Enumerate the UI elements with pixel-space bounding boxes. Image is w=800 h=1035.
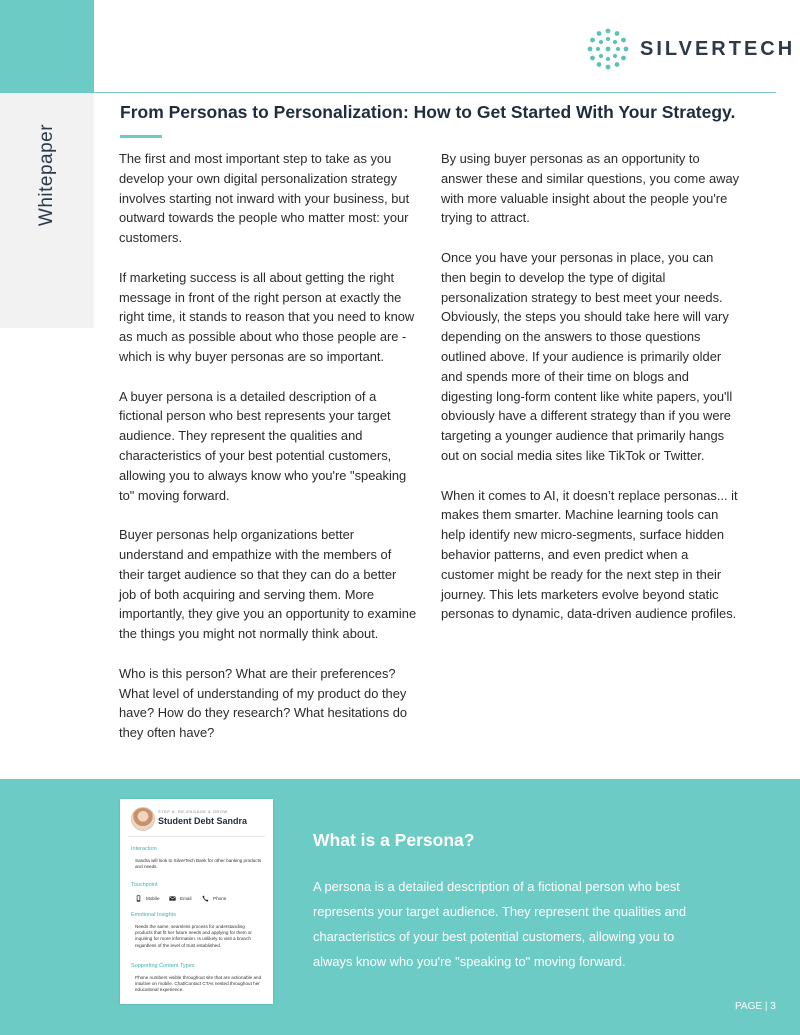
persona-name: Student Debt Sandra [158,816,248,826]
paragraph: Who is this person? What are their preferences? What level of understanding of my product do they have? How do they research? What hesitations do they often have? [119,665,408,741]
dot-circle-logo-icon [586,27,630,71]
interaction-title: Interaction [131,846,157,852]
paragraph: By using buyer personas as an opportunity to answer these and similar questions, you come away with more valuable insight about the people you're trying to attract. [441,151,740,226]
touchpoint-email [169,895,192,902]
touchpoint-label: Phone [213,896,227,901]
emotional-title: Emotional Insights [131,912,176,918]
phone-icon [202,895,209,902]
right-column [441,149,741,644]
paragraph: When it comes to AI, it doesn’t replace personas... it makes them smarter. Machine learning tools can help identify new micro-segments, surface hidden behavior patterns, and even predict when a customer might be ready for the next step in their journey. This lets marketers evolve beyond static personas to dynamic, data-driven audience profiles. [441,487,738,622]
left-column [119,149,417,763]
touchpoint-label: Mobile [146,896,160,901]
avatar [131,807,155,831]
touchpoint-phone [202,895,226,902]
title-underline [120,135,162,138]
email-icon [169,895,176,902]
page-title: From Personas to Personalization: How to Get Started With Your Strategy. [120,102,736,122]
persona-section-title: What is a Persona? [313,830,475,850]
header-divider [94,92,776,93]
interaction-text: Sandra will look to SilverTech Bank for other banking products and needs. [135,858,262,870]
mobile-icon [135,895,142,902]
paragraph: If marketing success is all about getting the right message in front of the right person at exactly the right time, it stands to reason that you need to know as much as possible about who those people are - which is why buyer personas are so important. [119,269,415,364]
brand-logo [586,27,795,71]
content-types-text: Phone numbers visible throughout site that are actionable and intuitive on mobile. Chat/Contact CTAs nested throughout her educational experience. [135,975,262,993]
paragraph: A buyer persona is a detailed description of a fictional person who best represents your target audience. They represent the qualities and characteristics of your best potential customers, allowing you to always know who you're "speaking to" moving forward. [119,388,407,503]
touchpoint-mobile [135,895,160,902]
header-accent-block [0,0,94,93]
card-divider [128,836,265,837]
paragraph: Once you have your personas in place, you can then begin to develop the type of digital personalization strategy to best meet your needs. Obviously, the steps you should take here will vary depending on the answers to those questions outlined above. If your audience is primarily older and spends more of their time on blogs and digesting long-form content like white papers, you'll obviously have a different strategy than if you were targeting a younger audience that primarily hangs out on social media sites like TikTok or Twitter. [441,249,733,463]
brand-name: SILVERTECH [640,37,796,60]
content-types-title: Supporting Content Types [131,963,195,969]
paragraph: Buyer personas help organizations better understand and empathize with the members of their target audience so that they can do a better job of both acquiring and serving them. More importantly, they give you an opportunity to examine the things you might not normally think about. [119,527,417,642]
emotional-text: Needs the same, seamless process for understanding products that fit her future needs and applying for them or inquiring for more information. Is unlikely to visit a branch regardless of the level of trust established. [135,924,252,948]
touchpoint-title: Touchpoint [131,882,158,888]
page-number: PAGE | 3 [735,1001,776,1012]
paragraph: The first and most important step to take as you develop your own digital personalization strategy involves starting not inward with your business, but outward towards the people who matter most: your customers. [119,151,410,246]
card-kicker: STEP 8: RE-ENGAGE & GROW [158,809,228,814]
sidebar-label: Whitepaper [36,123,57,227]
persona-section-body: A persona is a detailed description of a fictional person who best represents your target audience. They represent the qualities and characteristics of your best potential customers, allowing you to always know who you're "speaking to" moving forward. [313,879,687,969]
touchpoint-label: Email [180,896,192,901]
